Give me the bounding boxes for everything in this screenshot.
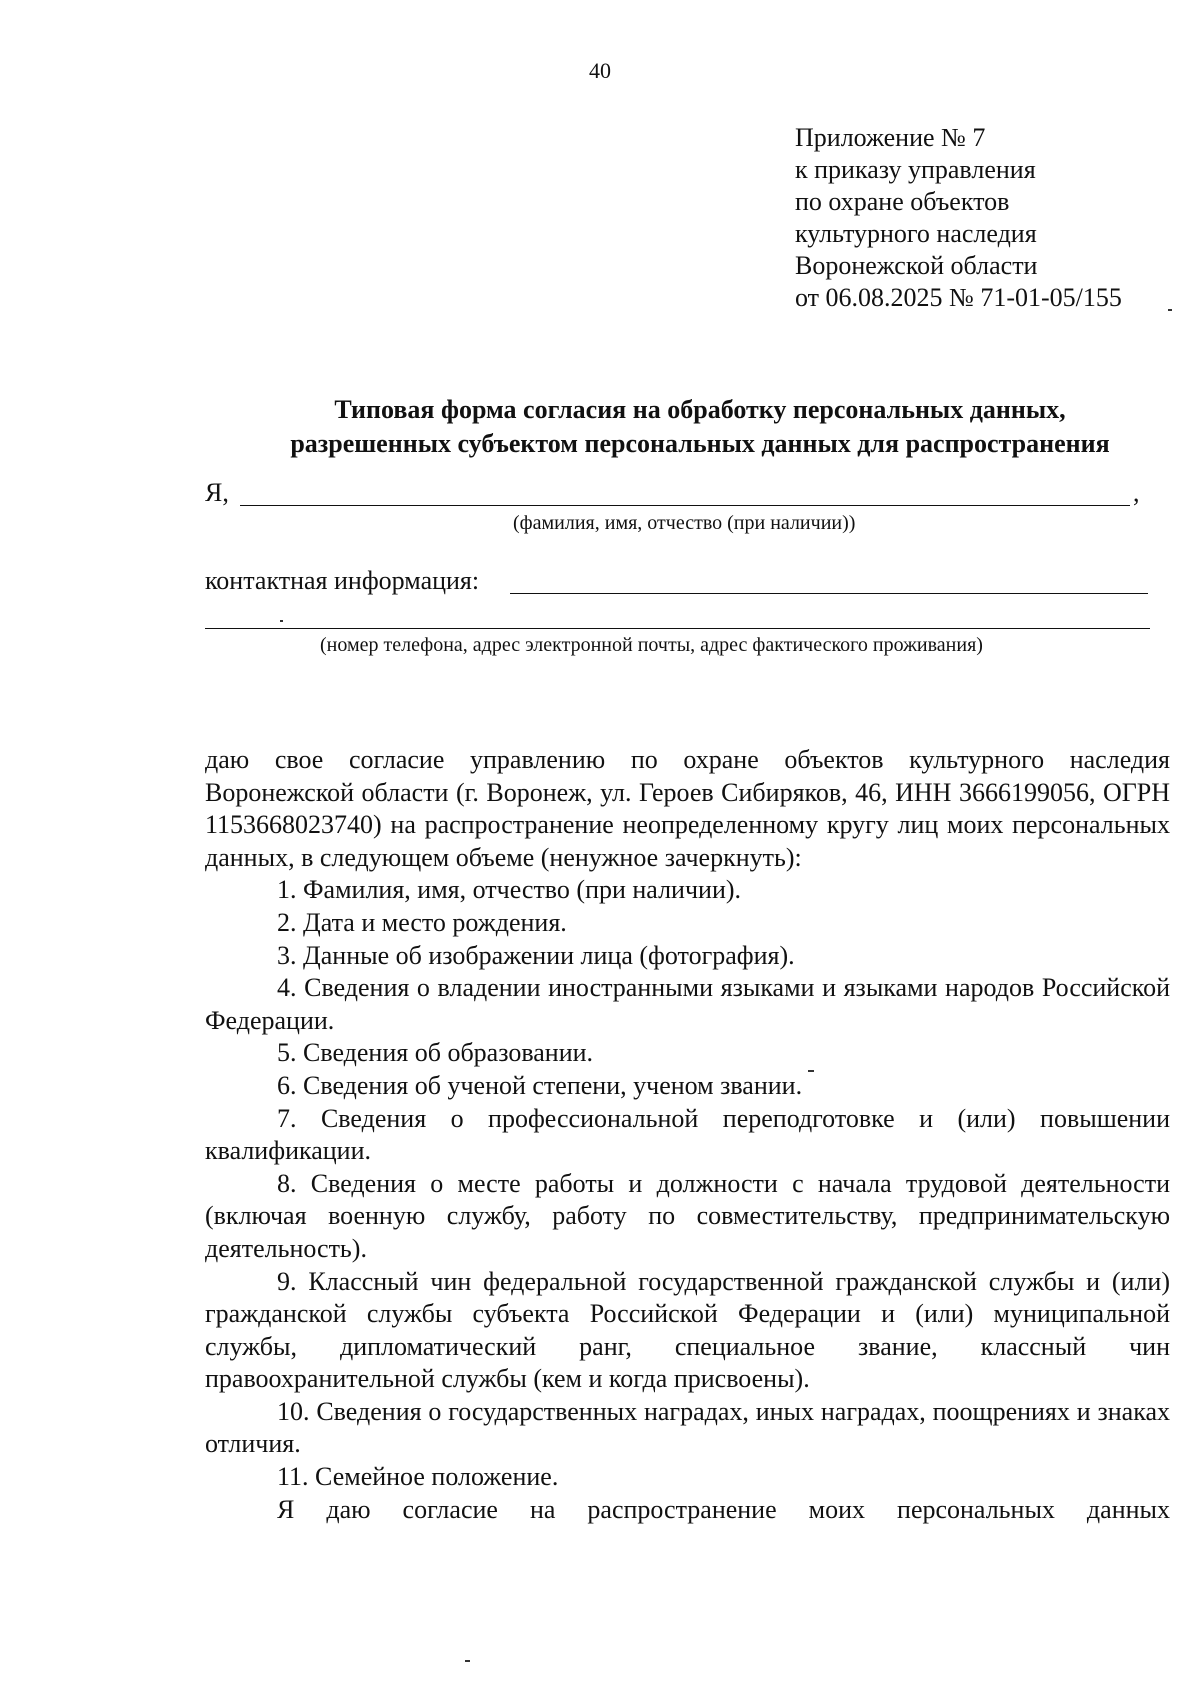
scan-speck [808, 1070, 814, 1072]
appendix-line: к приказу управления [795, 155, 1036, 184]
list-item: 6. Сведения об ученой степени, ученом звании. [277, 1070, 803, 1100]
list-item: 9. Классный чин федеральной государственной гражданской службы и (или) гражданской службы субъекта Российской Федерации и (или) муниципальной службы, дипломатический ранг, специальное звание, классный чин правоохранительной службы (кем и когда присвоены). [205, 1266, 1170, 1394]
contact-label: контактная информация: [205, 566, 480, 595]
list-item: 5. Сведения об образовании. [277, 1038, 594, 1068]
contact-field-caption: (номер телефона, адрес электронной почты, адрес фактического проживания) [320, 634, 983, 656]
appendix-line: от 06.08.2025 № 71-01-05/155 [795, 283, 1122, 312]
scan-speck [1168, 309, 1172, 311]
scan-speck [465, 1660, 470, 1662]
name-field-line[interactable] [240, 505, 1130, 506]
name-prefix: Я, [205, 478, 229, 507]
name-field-caption: (фамилия, имя, отчество (при наличии)) [513, 512, 856, 534]
contact-field-line-2[interactable] [205, 628, 1150, 629]
page-number: 40 [589, 58, 611, 83]
list-item: 11. Семейное положение. [277, 1462, 559, 1492]
consent-closing: Я даю согласие на распространение моих персональных данных [277, 1494, 1170, 1524]
list-item: 2. Дата и место рождения. [277, 907, 567, 937]
scan-speck [280, 620, 283, 622]
document-title [200, 393, 1200, 461]
appendix-line: Приложение № 7 [795, 123, 986, 152]
title-line-2: разрешенных субъектом персональных данных для распространения [290, 429, 1110, 458]
consent-body [205, 744, 1170, 1526]
list-item: 8. Сведения о месте работы и должности с начала трудовой деятельности (включая военную службу, работу по совместительству, предпринимательскую деятельность). [205, 1168, 1170, 1263]
list-item: 10. Сведения о государственных наградах, иных наградах, поощрениях и знаках отличия. [205, 1396, 1170, 1459]
list-item: 3. Данные об изображении лица (фотография). [277, 940, 795, 970]
contact-field-line-1[interactable] [510, 593, 1148, 594]
appendix-line: культурного наследия [795, 219, 1037, 248]
list-item: 4. Сведения о владении иностранными языками и языками народов Российской Федерации. [205, 973, 1170, 1035]
list-item: 1. Фамилия, имя, отчество (при наличии). [277, 875, 742, 905]
appendix-header [795, 122, 1122, 314]
title-line-1: Типовая форма согласия на обработку персональных данных, [334, 395, 1066, 424]
consent-intro: даю свое согласие управлению по охране объектов культурного наследия Воронежской области (г. Воронеж, ул. Героев Сибиряков, 46, ИНН 3666199056, ОГРН 1153668023740) на распространение неопределенному кругу лиц моих персональных данных, в следующем объеме (ненужное зачеркнуть): [205, 745, 1170, 872]
name-suffix: , [1133, 478, 1140, 507]
appendix-line: по охране объектов [795, 187, 1010, 216]
list-item: 7. Сведения о профессиональной переподготовке и (или) повышении квалификации. [205, 1103, 1170, 1166]
appendix-line: Воронежской области [795, 251, 1038, 280]
